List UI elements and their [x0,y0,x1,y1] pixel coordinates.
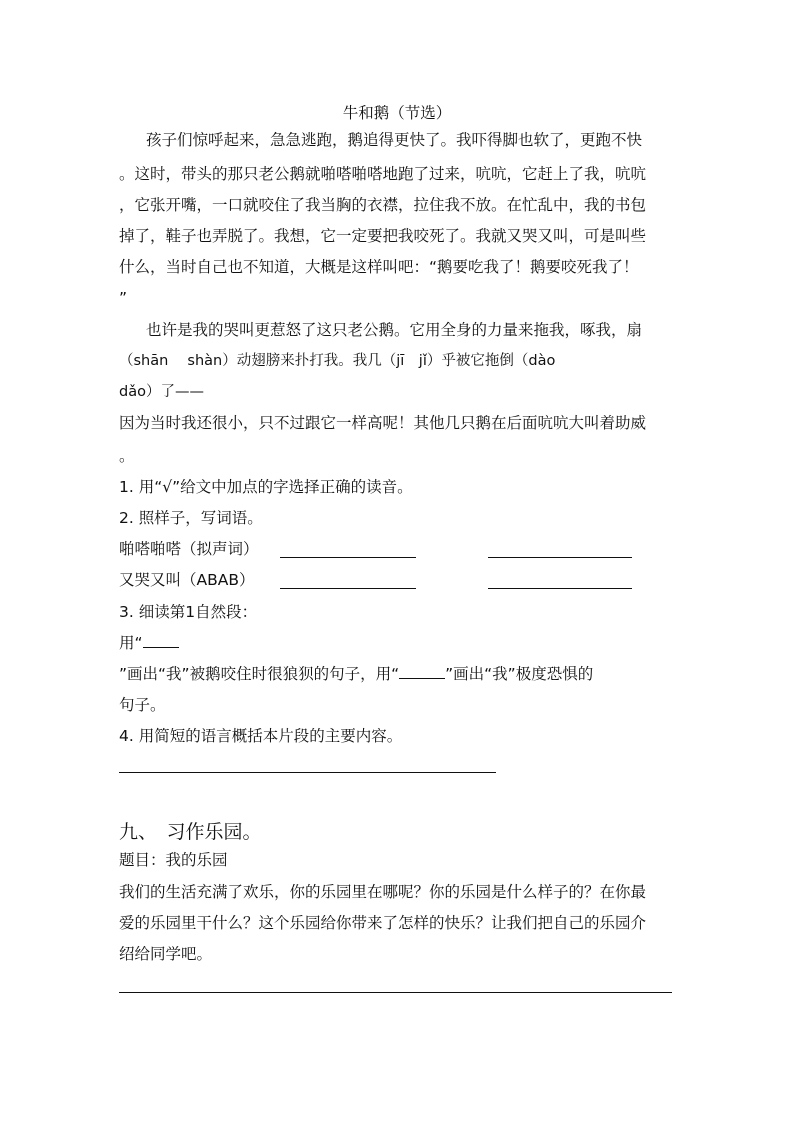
essay-topic: 题目：我的乐园 [119,851,228,869]
question-3-text: 用“ [119,634,143,652]
passage-line: 因为当时我还很小，只不过跟它一样高呢！其他几只鹅在后面吭吭大叫着助威 [119,414,647,432]
question-3-text: ”画出“我”极度恐惧的 [445,665,594,683]
passage-line: ，它张开嘴，一口就咬住了我当胸的衣襟，拉住我不放。在忙乱中，我的书包 [119,196,647,214]
question-3-line [119,664,593,684]
question-2-item-2: 又哭又叫（ABAB） [119,571,255,589]
underline-sample [143,633,179,648]
essay-description: 绍给同学吧。 [119,945,213,963]
question-3-line: 句子。 [119,696,166,714]
answer-blank[interactable] [280,557,416,558]
question-1: 1. 用“√”给文中加点的字选择正确的读音。 [119,478,413,496]
question-3: 3. 细读第1自然段： [119,603,258,621]
question-2-item-1: 啪嗒啪嗒（拟声词） [119,540,259,558]
passage-title: 牛和鹅（节选） [342,104,452,122]
passage-line: 孩子们惊呼起来，急急逃跑，鹅追得更快了。我吓得脚也软了，更跑不快 [146,131,643,149]
question-2: 2. 照样子，写词语。 [119,509,263,527]
question-3-text: ”画出“我”被鹅咬住时很狼狈的句子，用“ [119,665,400,683]
passage-line: 。 [119,447,135,465]
question-3-line [119,633,179,653]
passage-line: 也许是我的哭叫更惹怒了这只老公鹅。它用全身的力量来拖我，啄我，扇 [146,321,643,339]
passage-line: ” [119,289,128,307]
passage-line: 掉了，鞋子也弄脱了。我想，它一定要把我咬死了。我就又哭又叫，可是叫些 [119,227,647,245]
underline-sample [399,664,445,679]
passage-line: 。这时，带头的那只老公鹅就啪嗒啪嗒地跑了过来，吭吭，它赶上了我，吭吭 [119,165,647,183]
answer-line[interactable] [119,772,496,773]
answer-line[interactable] [119,992,672,993]
passage-line: （shān shàn）动翅膀来扑打我。我几（jī jǐ）乎被它拖倒（dào [119,353,556,369]
answer-blank[interactable] [280,588,416,589]
passage-line: 什么，当时自己也不知道，大概是这样叫吧：“鹅要吃我了！鹅要咬死我了！ [119,258,639,276]
question-4: 4. 用简短的语言概括本片段的主要内容。 [119,727,403,745]
passage-line: dǎo）了—— [119,384,204,400]
essay-description: 我们的生活充满了欢乐，你的乐园里在哪呢？你的乐园是什么样子的？在你最 [119,883,647,901]
answer-blank[interactable] [488,557,632,558]
section-heading: 九、 习作乐园。 [119,821,262,843]
essay-description: 爱的乐园里干什么？这个乐园给你带来了怎样的快乐？让我们把自己的乐园介 [119,914,647,932]
answer-blank[interactable] [488,588,632,589]
